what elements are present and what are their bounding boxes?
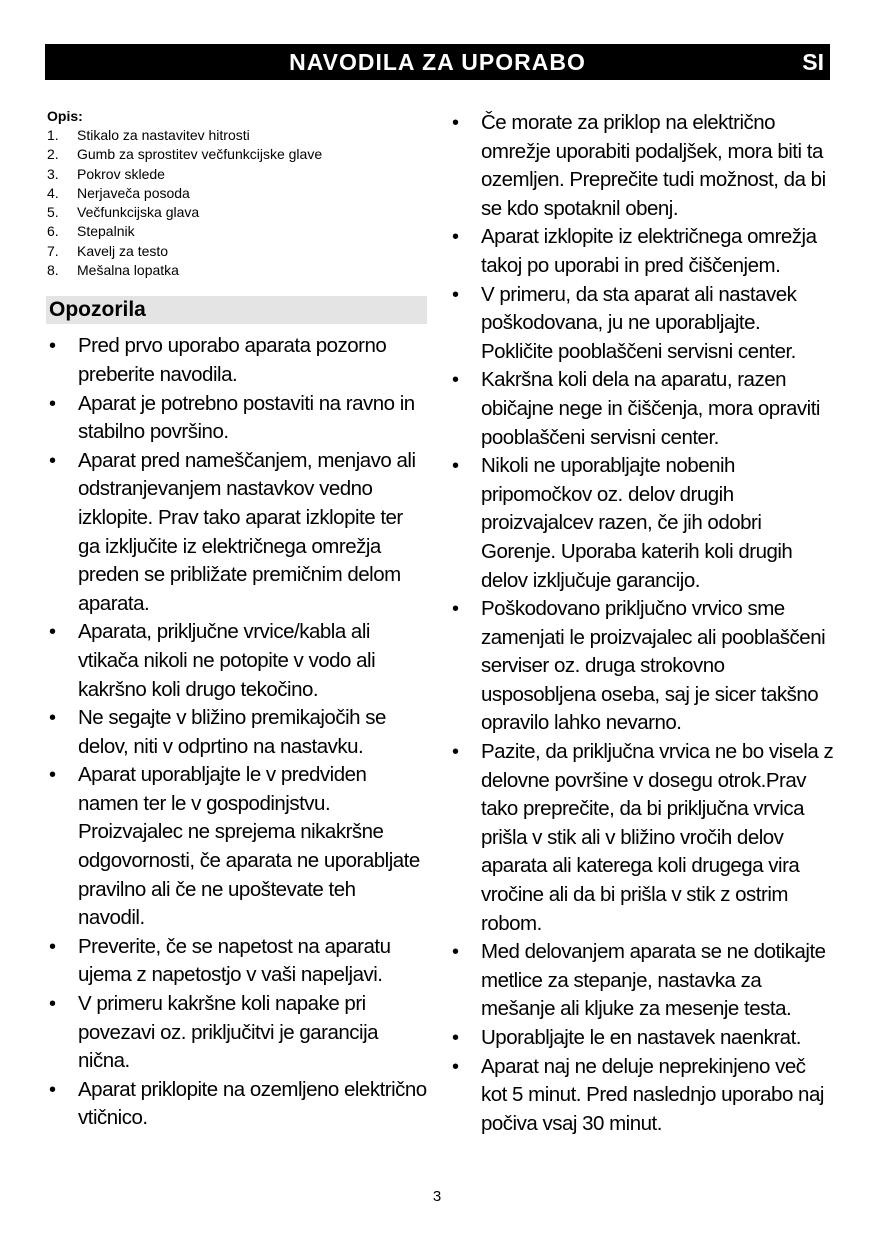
warning-item [47,1076,427,1133]
description-title: Opis: [47,108,83,124]
parts-list-label: Nerjaveča posoda [77,184,190,201]
warning-item [450,223,835,280]
parts-list-number: 7. [47,242,59,259]
page-header [45,44,830,80]
warning-item [47,933,427,990]
parts-list-label: Gumb za sprostitev večfunkcijske glave [77,146,323,163]
bullet-icon: • [452,598,459,621]
warning-item [450,1024,835,1053]
parts-list-item [47,242,427,261]
warning-text: Uporabljajte le en nastavek naenkrat. [481,1026,801,1049]
parts-list-item [47,126,427,145]
warning-text: Aparat naj ne deluje neprekinjeno več kot 5 minut. Pred naslednjo uporabo naj počiva vsaj 30 minut. [481,1054,824,1135]
parts-list-number: 4. [47,184,59,201]
warning-text: Aparat pred nameščanjem, menjavo ali odstranjevanjem nastavkov vedno izklopite. Prav tako aparat izklopite ter ga izključite iz električnega omrežja preden se približate premičnim delom aparata. [78,448,416,615]
warning-text: Kakršna koli dela na aparatu, razen običajne nege in čiščenja, mora opraviti pooblaščeni servisni center. [481,368,820,449]
warning-text: Aparat uporabljajte le v predviden namen ter le v gospodinjstvu. Proizvajalec ne sprejema nikakršne odgovornosti, če aparata ne uporabljate pravilno ali če ne upoštevate teh navodil. [78,763,420,930]
warning-text: Pred prvo uporabo aparata pozorno preberite navodila. [78,334,387,386]
warning-text: Med delovanjem aparata se ne dotikajte metlice za stepanje, nastavka za mešanje ali kljuke za mesenje testa. [481,940,826,1021]
parts-list-item [47,203,427,222]
bullet-icon: • [452,226,459,249]
warning-text: Aparat je potrebno postaviti na ravno in stabilno površino. [78,391,415,444]
warning-item [450,281,835,367]
bullet-icon: • [49,449,56,472]
parts-list-number: 8. [47,262,59,279]
bullet-icon: • [452,941,459,964]
warning-item [47,618,427,704]
parts-list-label: Stepalnik [77,223,135,240]
warning-item [47,990,427,1076]
parts-list-number: 2. [47,146,59,163]
header-title: NAVODILA ZA UPORABO [289,49,586,75]
warning-text: Nikoli ne uporabljajte nobenih pripomočkov oz. delov drugih proizvajalcev razen, če jih odobri Gorenje. Uporaba katerih koli drugih delov izključuje garancijo. [481,454,793,592]
warning-item [450,109,835,223]
warning-text: Pazite, da priključna vrvica ne bo visela z delovne površine v dosegu otrok.Prav tako preprečite, da bi priključna vrvica prišla v stik ali v bližino vročih delov aparata ali katerega koli drugega vira vročine ali da bi prišla v stik z ostrim robom. [481,740,834,935]
parts-list-item [47,184,427,203]
warning-item [450,938,835,1024]
warning-item [450,366,835,452]
parts-list-label: Mešalna lopatka [77,262,179,279]
warning-item [47,761,427,933]
bullet-icon: • [452,369,459,392]
bullet-icon: • [49,935,56,958]
warning-item [450,595,835,738]
warning-text: Če morate za priklop na električno omrežje uporabiti podaljšek, mora biti ta ozemljen. Preprečite tudi možnost, da bi se kdo spotaknil obenj. [481,111,826,220]
warnings-list-right [450,109,835,1138]
parts-list-item [47,165,427,184]
bullet-icon: • [49,1078,56,1101]
bullet-icon: • [49,621,56,644]
bullet-icon: • [452,741,459,764]
warning-text: V primeru, da sta aparat ali nastavek poškodovana, ju ne uporabljajte. Pokličite pooblaščeni servisni center. [481,282,797,363]
warning-item [47,704,427,761]
warning-item [47,447,427,619]
bullet-icon: • [49,335,56,358]
warning-text: Aparat izklopite iz električnega omrežja takoj po uporabi in pred čiščenjem. [481,225,817,277]
parts-list-number: 5. [47,204,59,221]
warning-text: Preverite, če se napetost na aparatu ujema z napetostjo v vaši napeljavi. [78,934,391,987]
warning-item [450,1053,835,1139]
warning-item [450,452,835,595]
warnings-list-left [47,332,427,1133]
warning-text: Poškodovano priključno vrvico sme zamenjati le proizvajalec ali pooblaščeni serviser oz. druga strokovno usposobljena oseba, saj je sicer takšno opravilo lahko nevarno. [481,597,826,735]
parts-list-number: 3. [47,165,59,182]
warning-text: V primeru kakršne koli napake pri povezavi oz. priključitvi je garancija nična. [78,992,379,1073]
parts-list-label: Večfunkcijska glava [77,204,200,221]
warning-text: Aparata, priključne vrvice/kabla ali vtikača nikoli ne potopite v vodo ali kakršno koli drugo tekočino. [78,620,376,701]
page-number: 3 [432,1188,442,1205]
warning-text: Aparat priklopite na ozemljeno električno vtičnico. [78,1077,427,1130]
parts-list-item [47,222,427,241]
warning-item [450,738,835,938]
bullet-icon: • [452,283,459,306]
warning-text: Ne segajte v bližino premikajočih se delov, niti v odprtino na nastavku. [78,706,386,758]
language-code: SI [802,49,824,75]
parts-list-label: Kavelj za testo [77,242,169,259]
warnings-heading: Opozorila [46,296,427,324]
warning-item [47,390,427,447]
parts-list-item [47,261,427,280]
bullet-icon: • [49,707,56,730]
left-column [47,107,427,1133]
bullet-icon: • [452,1027,459,1049]
parts-list-label: Pokrov sklede [77,165,165,182]
parts-list [47,126,427,280]
bullet-icon: • [452,112,459,134]
warning-item [47,332,427,389]
bullet-icon: • [452,1055,459,1078]
parts-list-number: 1. [47,127,59,143]
parts-list-item [47,145,427,164]
parts-list-label: Stikalo za nastavitev hitrosti [77,127,250,143]
bullet-icon: • [49,764,56,787]
bullet-icon: • [452,455,459,478]
bullet-icon: • [49,392,56,415]
parts-list-number: 6. [47,223,59,240]
bullet-icon: • [49,993,56,1016]
right-column [450,109,835,1138]
